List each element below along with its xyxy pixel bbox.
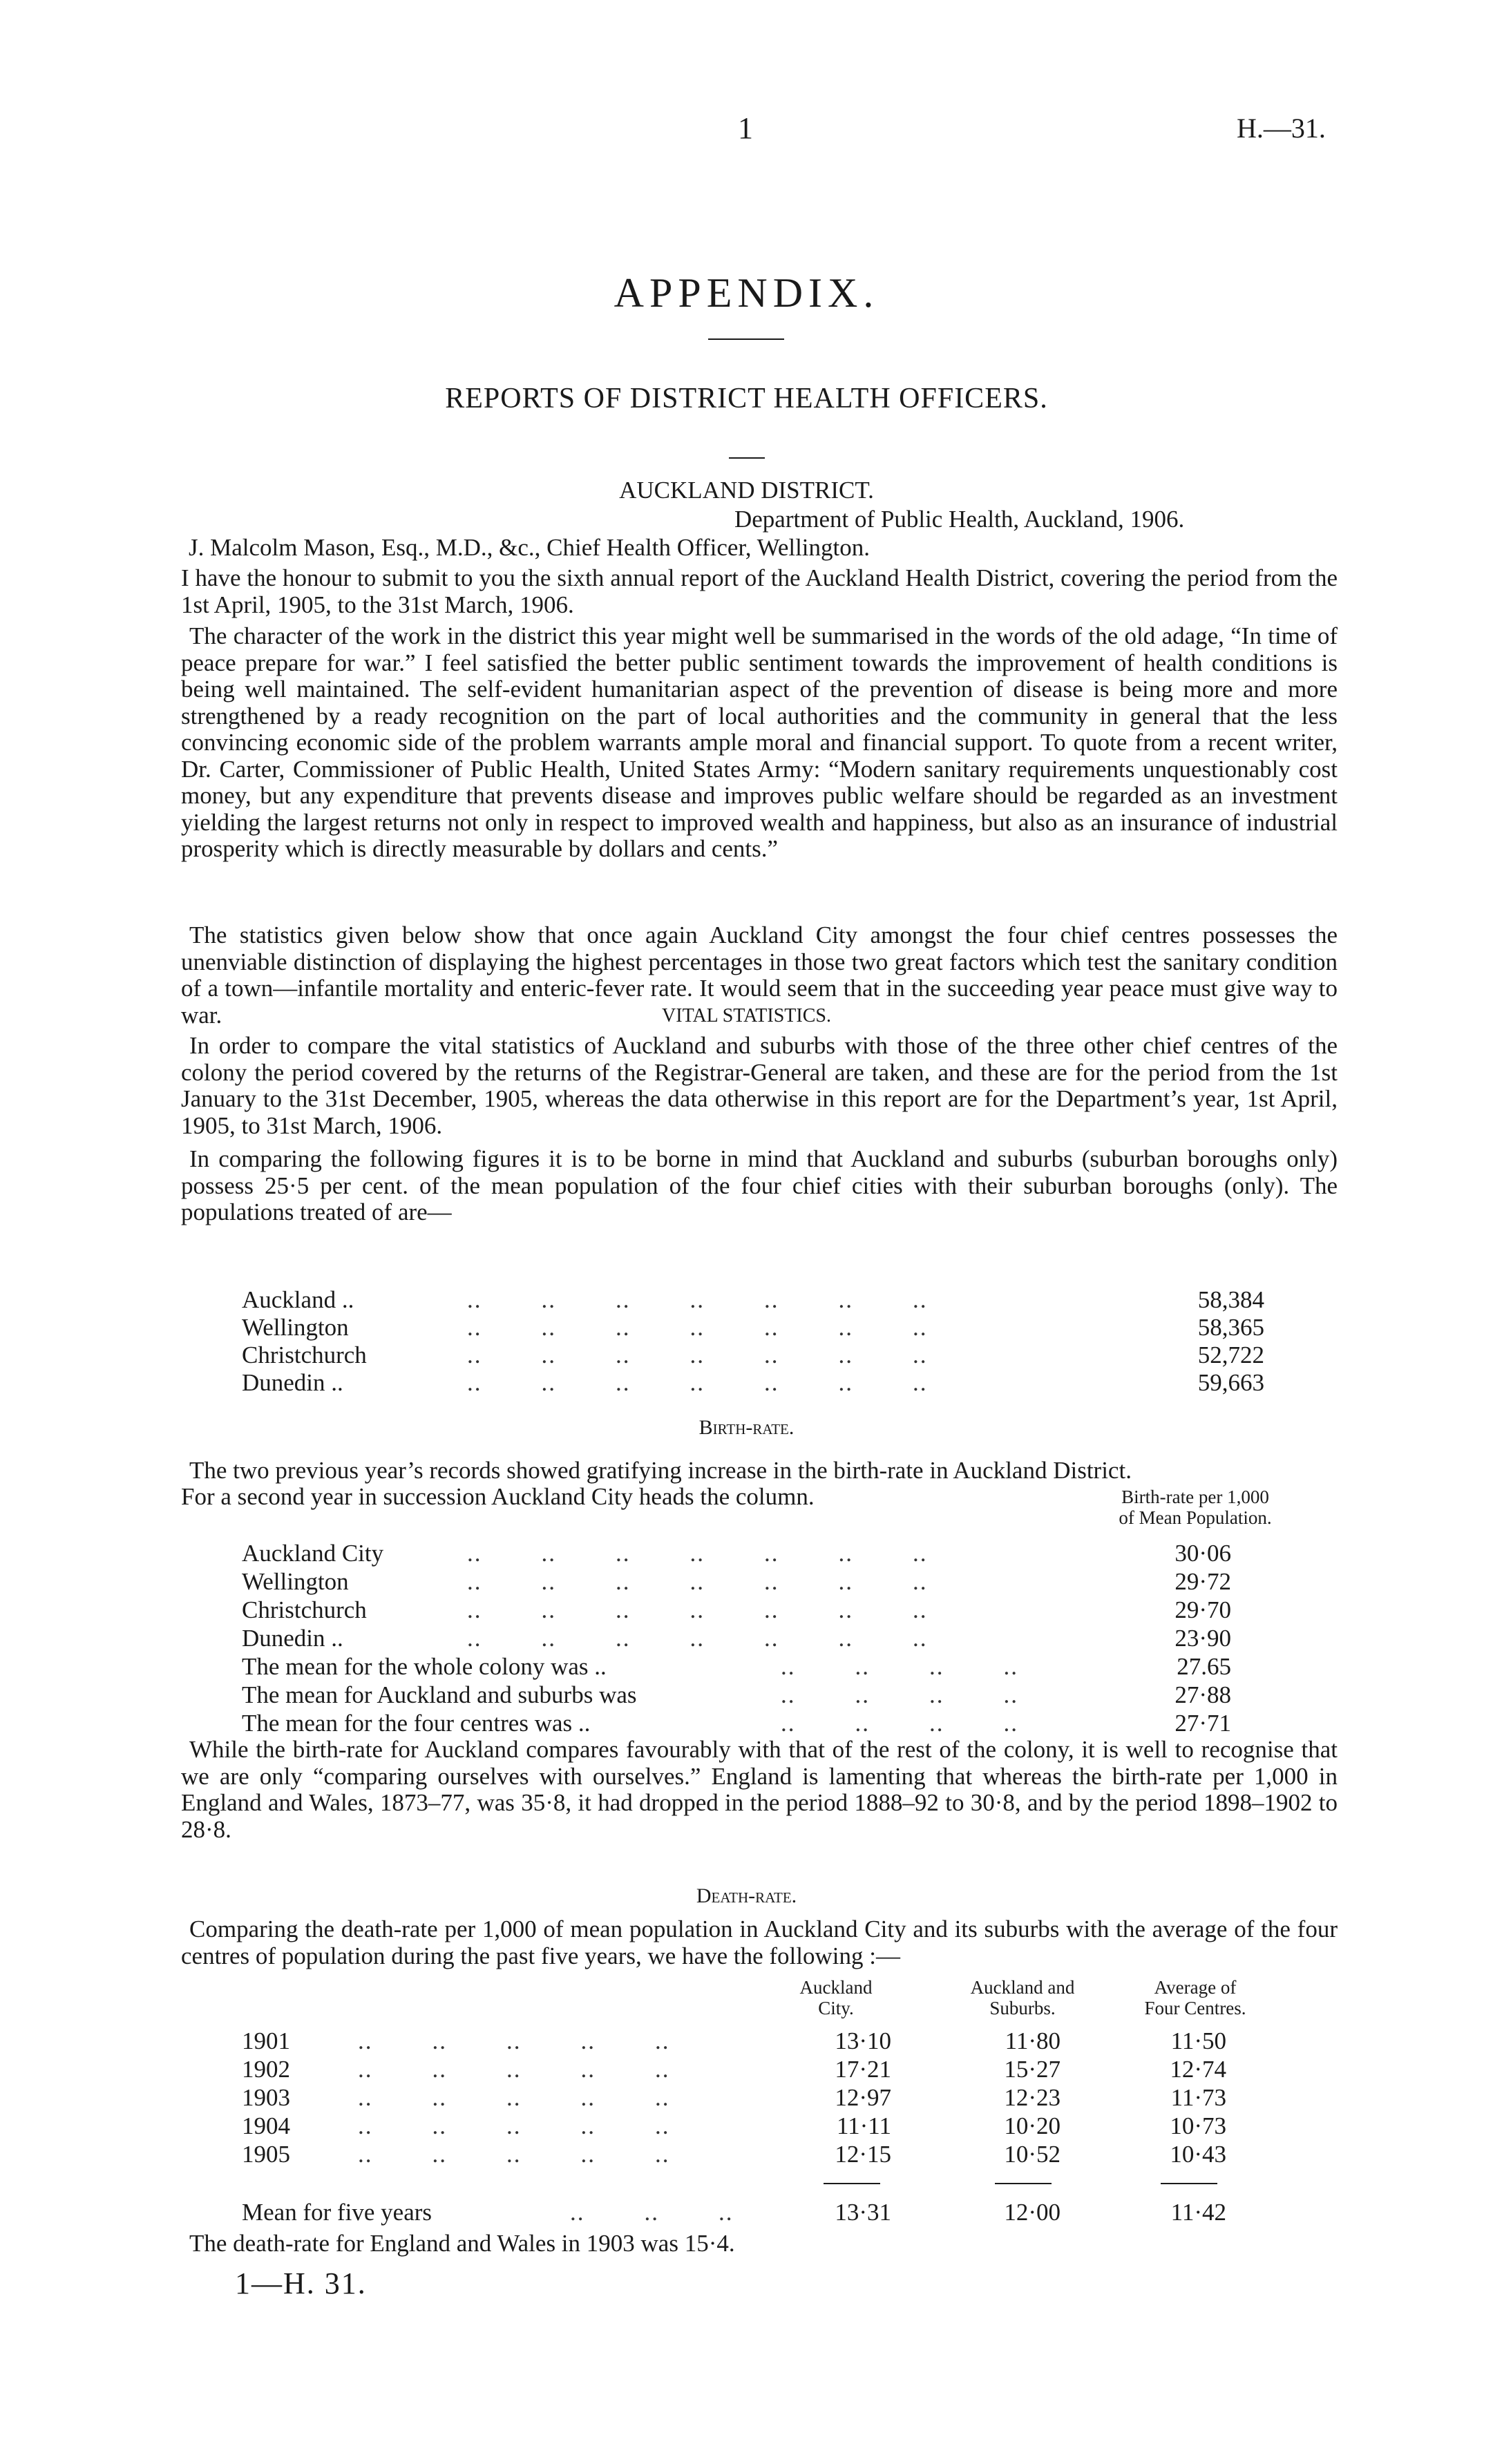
paragraph-vital-statistics: In order to compare the vital statistics of Auckland and suburbs with those of the three other chief centres of the colony the period covered by the returns of the Registrar-General are taken, and these are for the period from the 1st January to the 31st December, 1905, whereas the data otherwise in this report are for the Department’s year, 1st April, 1905, to 31st March, 1906.	[181, 1032, 1338, 1139]
death-rate-row	[242, 2056, 1278, 2083]
birth-rate-value: 27·71	[1175, 1710, 1231, 1737]
column-header-line1: Auckland and	[970, 1977, 1075, 1998]
death-rate-row	[242, 2112, 1278, 2140]
column-header-auckland-suburbs	[943, 1977, 1102, 2018]
addressee: J. Malcolm Mason, Esq., M.D., &c., Chief Health Officer, Wellington.	[189, 534, 870, 561]
leader-dots: .. .. .. ..	[781, 1710, 1018, 1737]
birth-rate-value: 29·70	[1175, 1596, 1231, 1623]
column-header-line1: Auckland	[799, 1977, 873, 1998]
birth-rate-row	[242, 1596, 1231, 1624]
birth-rate-value: 23·90	[1175, 1625, 1231, 1652]
total-rule-city	[824, 2183, 880, 2184]
population-value: 52,722	[1197, 1341, 1264, 1368]
column-header-line2: City.	[818, 1998, 854, 2018]
leader-dots: .. .. .. .. ..	[358, 2084, 670, 2111]
leader-dots: .. .. ..	[570, 2199, 734, 2226]
birth-rate-label: Auckland City	[242, 1540, 384, 1567]
birth-rate-label: Christchurch	[242, 1596, 367, 1623]
population-name: Christchurch	[242, 1341, 367, 1368]
death-rate-mean-row	[242, 2199, 1278, 2226]
population-name: Auckland ..	[242, 1286, 354, 1313]
population-name: Dunedin ..	[242, 1369, 343, 1396]
population-row	[242, 1341, 1264, 1369]
paragraph-intro: I have the honour to submit to you the sixth annual report of the Auckland Health District, covering the period from the 1st April, 1905, to the 31st March, 1906.	[181, 564, 1338, 618]
leader-dots: .. .. .. .. .. .. ..	[467, 1596, 928, 1623]
death-rate-row	[242, 2027, 1278, 2055]
appendix-title: APPENDIX.	[614, 270, 879, 316]
suburbs-rate: 12·23	[1004, 2084, 1061, 2111]
death-rate-row	[242, 2084, 1278, 2112]
mean-suburbs-rate: 12·00	[1004, 2199, 1061, 2226]
birth-rate-value: 29·72	[1175, 1568, 1231, 1595]
birth-rate-row	[242, 1710, 1231, 1737]
leader-dots: .. .. .. .. ..	[358, 2141, 670, 2168]
document-reference: H.—31.	[1237, 113, 1326, 144]
birth-rate-row	[242, 1540, 1231, 1567]
column-header-four-centres	[1112, 1977, 1278, 2018]
birth-rate-column-header-line1: Birth-rate per 1,000	[1121, 1487, 1269, 1507]
city-rate: 12·15	[835, 2141, 891, 2168]
mean-city-rate: 13·31	[835, 2199, 891, 2226]
population-row	[242, 1314, 1264, 1341]
birth-rate-heading: Birth-rate.	[698, 1416, 795, 1439]
column-header-line2: Suburbs.	[989, 1998, 1056, 2018]
paragraph-character-of-work: The character of the work in the district this year might well be summarised in the words of the old adage, “In time of peace prepare for war.” I feel satisfied the better public sentiment towards the improvement of health conditions is being well maintained. The self-evident humanitarian aspect of the prevention of disease is being more and more strengthened by a ready recognition on the part of local authorities and the community in general that the less convincing economic side of the problem warrants ample moral and financial support. To quote from a recent writer, Dr. Carter, Commissioner of Public Health, United States Army: “Modern sanitary requirements unquestionably cost money, but any expenditure that prevents disease and improves public welfare should be regarded as an investment yielding the largest returns not only in respect to improved wealth and happiness, but also as an insurance of industrial prosperity which is directly measurable by dollars and cents.”	[181, 622, 1338, 862]
birth-rate-column-header	[1092, 1487, 1299, 1528]
suburbs-rate: 10·52	[1004, 2141, 1061, 2168]
leader-dots: .. .. .. .. ..	[358, 2056, 670, 2083]
death-rate-heading: Death-rate.	[696, 1884, 797, 1907]
page-number: 1	[738, 111, 753, 145]
dateline: Department of Public Health, Auckland, 1906.	[734, 506, 1185, 533]
population-row	[242, 1369, 1264, 1397]
birth-rate-label: The mean for the four centres was ..	[242, 1710, 591, 1737]
england-death-rate-note: The death-rate for England and Wales in 1903 was 15·4.	[189, 2230, 735, 2257]
average-rate: 10·43	[1170, 2141, 1226, 2168]
column-header-line2: Four Centres.	[1144, 1998, 1246, 2018]
column-header-line1: Average of	[1154, 1977, 1237, 1998]
average-rate: 11·73	[1170, 2084, 1226, 2111]
birth-rate-comparison-paragraph: While the birth-rate for Auckland compares favourably with that of the rest of the colony, it is well to recognise that we are only “comparing ourselves with ourselves.” England is lamenting that whereas the birth-rate per 1,000 in England and Wales, 1873–77, was 35·8, it had dropped in the period 1888–92 to 30·8, and by the period 1898–1902 to 28·8.	[181, 1736, 1338, 1843]
total-rule-suburbs	[995, 2183, 1052, 2184]
birth-rate-column-header-line2: of Mean Population.	[1119, 1507, 1272, 1528]
district-heading: AUCKLAND DISTRICT.	[619, 477, 874, 504]
leader-dots: .. .. .. ..	[781, 1681, 1018, 1708]
leader-dots: .. .. .. ..	[781, 1653, 1018, 1680]
average-rate: 12·74	[1170, 2056, 1226, 2083]
city-rate: 12·97	[835, 2084, 891, 2111]
city-rate: 13·10	[835, 2027, 891, 2054]
leader-dots: .. .. .. .. .. .. ..	[467, 1314, 928, 1341]
birth-rate-label: The mean for the whole colony was ..	[242, 1653, 607, 1680]
average-rate: 10·73	[1170, 2112, 1226, 2139]
leader-dots: .. .. .. .. ..	[358, 2112, 670, 2139]
city-rate: 17·21	[835, 2056, 891, 2083]
population-row	[242, 1286, 1264, 1314]
paragraph-statistics: The statistics given below show that once again Auckland City amongst the four chief centres possesses the unenviable distinction of displaying the highest percentages in those two great factors which test the sanitary condition of a town—infantile mortality and enteric-fever rate. It would seem that in the succeeding year peace must give way to war.	[181, 921, 1338, 1029]
year-label: 1903	[242, 2084, 290, 2111]
leader-dots: .. .. .. .. .. .. ..	[467, 1568, 928, 1595]
population-value: 58,384	[1197, 1286, 1264, 1313]
leader-dots: .. .. .. .. ..	[358, 2027, 670, 2054]
birth-rate-value: 27·88	[1175, 1681, 1231, 1708]
year-label: 1905	[242, 2141, 290, 2168]
leader-dots: .. .. .. .. .. .. ..	[467, 1625, 928, 1652]
birth-rate-label: Wellington	[242, 1568, 349, 1595]
leader-dots: .. .. .. .. .. .. ..	[467, 1341, 928, 1368]
leader-dots: .. .. .. .. .. .. ..	[467, 1369, 928, 1396]
paragraph-populations: In comparing the following figures it is to be borne in mind that Auckland and suburbs (suburban boroughs only) possess 25·5 per cent. of the mean population of the four chief cities with their suburban boroughs (only). The populations treated of are—	[181, 1145, 1338, 1225]
year-label: 1901	[242, 2027, 290, 2054]
death-rate-paragraph: Comparing the death-rate per 1,000 of mean population in Auckland City and its suburbs with the average of the four centres of population during the past five years, we have the following :—	[181, 1916, 1338, 1969]
population-value: 59,663	[1197, 1369, 1264, 1396]
birth-rate-label: The mean for Auckland and suburbs was	[242, 1681, 637, 1708]
vital-statistics-heading: VITAL STATISTICS.	[662, 1005, 831, 1026]
year-label: 1904	[242, 2112, 290, 2139]
suburbs-rate: 10·20	[1004, 2112, 1061, 2139]
population-value: 58,365	[1197, 1314, 1264, 1341]
total-rule-average	[1161, 2183, 1217, 2184]
mean-label: Mean for five years	[242, 2199, 432, 2226]
average-rate: 11·50	[1170, 2027, 1226, 2054]
mean-average-rate: 11·42	[1170, 2199, 1226, 2226]
birth-rate-label: Dunedin ..	[242, 1625, 343, 1652]
leader-dots: .. .. .. .. .. .. ..	[467, 1540, 928, 1567]
title-rule	[708, 338, 784, 340]
subtitle-rule	[729, 457, 765, 459]
leader-dots: .. .. .. .. .. .. ..	[467, 1286, 928, 1313]
birth-rate-row	[242, 1681, 1231, 1709]
suburbs-rate: 11·80	[1005, 2027, 1061, 2054]
birth-rate-value: 30·06	[1175, 1540, 1231, 1567]
population-name: Wellington	[242, 1314, 349, 1341]
birth-rate-value: 27.65	[1177, 1653, 1231, 1680]
footer-signature: 1—H. 31.	[235, 2266, 367, 2300]
column-header-auckland-city	[781, 1977, 891, 2018]
city-rate: 11·11	[836, 2112, 891, 2139]
death-rate-row	[242, 2141, 1278, 2168]
year-label: 1902	[242, 2056, 290, 2083]
suburbs-rate: 15·27	[1004, 2056, 1061, 2083]
birth-rate-row	[242, 1653, 1231, 1681]
birth-rate-row	[242, 1625, 1231, 1652]
birth-rate-paragraph-line2: For a second year in succession Auckland City heads the column.	[181, 1483, 815, 1510]
birth-rate-paragraph-line1: The two previous year’s records showed gratifying increase in the birth-rate in Auckland District.	[189, 1457, 1132, 1484]
report-subtitle: REPORTS OF DISTRICT HEALTH OFFICERS.	[445, 383, 1048, 414]
birth-rate-row	[242, 1568, 1231, 1596]
